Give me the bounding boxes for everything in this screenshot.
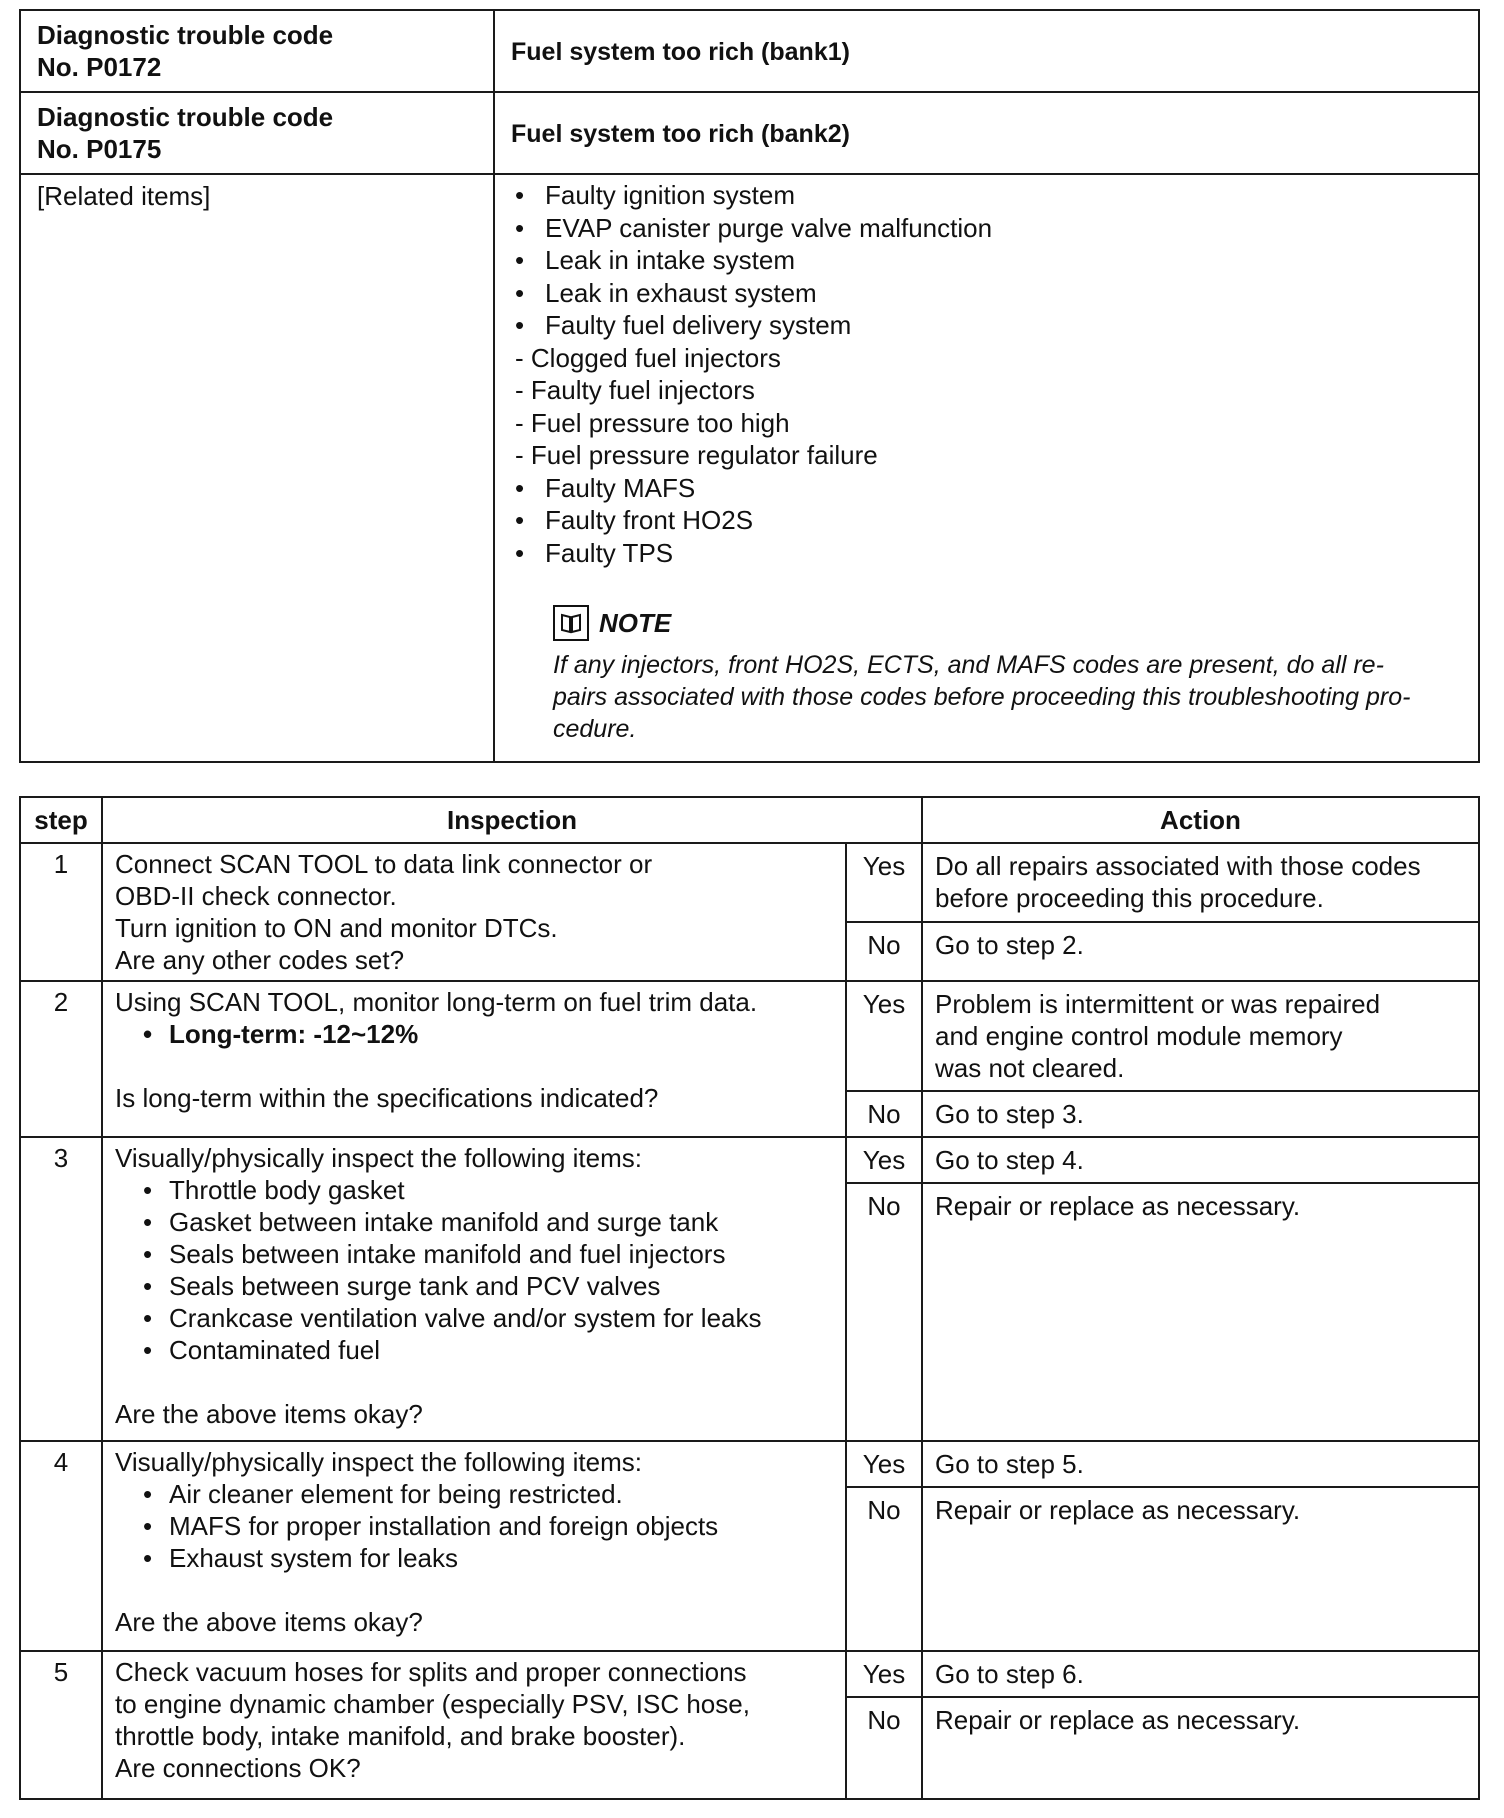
- yes-action: [922, 981, 1479, 1091]
- yes-action: [922, 1137, 1479, 1183]
- dtc-label-cell: [20, 10, 494, 92]
- step-number: 4: [20, 1441, 102, 1651]
- yes-action: [922, 1651, 1479, 1697]
- inspection-line: Check vacuum hoses for splits and proper connections: [115, 1657, 747, 1687]
- note-title: NOTE: [599, 607, 672, 638]
- list-item: • Leak in intake system: [515, 244, 1478, 277]
- related-items-cell: [494, 174, 1479, 762]
- inspection-item: • MAFS for proper installation and foreign objects: [115, 1510, 833, 1542]
- dtc-label-line1: Diagnostic trouble code: [37, 20, 334, 50]
- related-items-label: [Related items]: [20, 174, 494, 762]
- inspection-item: • Seals between intake manifold and fuel injectors: [115, 1238, 833, 1270]
- sub-list-item: - Fuel pressure too high: [515, 407, 1478, 440]
- no-label: No: [846, 922, 922, 981]
- no-action: [922, 1183, 1479, 1441]
- action-line: Repair or replace as necessary.: [935, 1191, 1301, 1221]
- action-line: Go to step 2.: [935, 930, 1084, 961]
- inspection-question: Are the above items okay?: [115, 1399, 423, 1429]
- step-number: 1: [20, 843, 102, 981]
- action-line: Do all repairs associated with those codes: [935, 851, 1421, 881]
- inspection-line: OBD-II check connector.: [115, 881, 397, 911]
- yes-action: [922, 1441, 1479, 1487]
- action-line: Go to step 3.: [935, 1099, 1084, 1129]
- step-row-5: [20, 1651, 1479, 1697]
- col-header-inspection: Inspection: [102, 797, 922, 843]
- step-row-3: [20, 1137, 1479, 1183]
- inspection-item: • Exhaust system for leaks: [115, 1542, 833, 1574]
- step-row-1: [20, 843, 1479, 922]
- procedure-header-row: [20, 797, 1479, 843]
- note-line: cedure.: [553, 715, 637, 743]
- inspection-item: • Contaminated fuel: [115, 1334, 833, 1366]
- action-line: was not cleared.: [935, 1053, 1125, 1083]
- dtc-label-line1: Diagnostic trouble code: [37, 102, 334, 132]
- procedure-table: [19, 796, 1480, 1800]
- dtc-title-cell: [494, 92, 1479, 174]
- inspection-question: Is long-term within the specifications indicated?: [115, 1083, 659, 1113]
- sub-list-item: - Clogged fuel injectors: [515, 342, 1478, 375]
- inspection-cell: [102, 843, 846, 981]
- no-action: [922, 922, 1479, 981]
- step-number: 5: [20, 1651, 102, 1799]
- action-line: Go to step 6.: [935, 1659, 1084, 1689]
- col-header-action: Action: [922, 797, 1479, 843]
- col-header-step: step: [20, 797, 102, 843]
- inspection-line: throttle body, intake manifold, and brake booster).: [115, 1721, 686, 1751]
- step-row-2: [20, 981, 1479, 1091]
- inspection-line: Turn ignition to ON and monitor DTCs.: [115, 913, 558, 943]
- step-row-4: [20, 1441, 1479, 1487]
- no-action: [922, 1487, 1479, 1651]
- inspection-cell: [102, 1651, 846, 1799]
- action-line: Go to step 4.: [935, 1145, 1084, 1175]
- dtc-title: Fuel system too rich (bank1): [511, 37, 850, 66]
- step-number: 3: [20, 1137, 102, 1441]
- list-item: • Leak in exhaust system: [515, 277, 1478, 310]
- sub-list-item: - Fuel pressure regulator failure: [515, 439, 1478, 472]
- sub-list-item: - Faulty fuel injectors: [515, 374, 1478, 407]
- inspection-line: Connect SCAN TOOL to data link connector or: [115, 849, 653, 879]
- no-action: [922, 1091, 1479, 1137]
- inspection-item: • Air cleaner element for being restricted.: [115, 1478, 833, 1510]
- related-items-list: [515, 179, 1478, 569]
- dtc-code: No. P0175: [37, 134, 162, 164]
- action-line: Repair or replace as necessary.: [935, 1705, 1301, 1735]
- action-line: Problem is intermittent or was repaired: [935, 989, 1381, 1019]
- no-label: No: [846, 1697, 922, 1799]
- inspection-item: • Gasket between intake manifold and surge tank: [115, 1206, 833, 1238]
- dtc-label-cell: [20, 92, 494, 174]
- action-line: and engine control module memory: [935, 1021, 1343, 1051]
- dtc-title: Fuel system too rich (bank2): [511, 119, 850, 148]
- action-line: Repair or replace as necessary.: [935, 1495, 1301, 1525]
- dtc-row-p0172: [20, 10, 1479, 92]
- no-label: No: [846, 1183, 922, 1441]
- note-text: [553, 649, 1468, 745]
- list-item: • Faulty ignition system: [515, 179, 1478, 212]
- dtc-title-cell: [494, 10, 1479, 92]
- no-label: No: [846, 1487, 922, 1651]
- inspection-line: Visually/physically inspect the following items:: [115, 1143, 642, 1173]
- inspection-item: • Throttle body gasket: [115, 1174, 833, 1206]
- note-line: If any injectors, front HO2S, ECTS, and MAFS codes are present, do all re-: [553, 651, 1384, 679]
- related-items-row: [20, 174, 1479, 762]
- list-item: • Faulty fuel delivery system: [515, 309, 1478, 342]
- yes-label: Yes: [846, 843, 922, 922]
- inspection-cell: [102, 1441, 846, 1651]
- yes-label: Yes: [846, 1137, 922, 1183]
- yes-label: Yes: [846, 981, 922, 1091]
- inspection-line: to engine dynamic chamber (especially PSV, ISC hose,: [115, 1689, 750, 1719]
- list-item: • Faulty TPS: [515, 537, 1478, 570]
- inspection-question: Are the above items okay?: [115, 1607, 423, 1637]
- inspection-item: • Crankcase ventilation valve and/or system for leaks: [115, 1302, 833, 1334]
- list-item: • Faulty front HO2S: [515, 504, 1478, 537]
- action-line: Go to step 5.: [935, 1449, 1084, 1479]
- yes-label: Yes: [846, 1651, 922, 1697]
- no-label: No: [846, 1091, 922, 1137]
- dtc-code: No. P0172: [37, 52, 162, 82]
- note-line: pairs associated with those codes before proceeding this troubleshooting pro-: [553, 683, 1411, 711]
- list-item: • EVAP canister purge valve malfunction: [515, 212, 1478, 245]
- dtc-row-p0175: [20, 92, 1479, 174]
- no-action: [922, 1697, 1479, 1799]
- inspection-line: Are connections OK?: [115, 1753, 361, 1783]
- inspection-cell: [102, 1137, 846, 1441]
- yes-action: [922, 843, 1479, 922]
- inspection-line: Are any other codes set?: [115, 945, 405, 975]
- note-book-icon: [553, 605, 589, 641]
- inspection-line: Using SCAN TOOL, monitor long-term on fuel trim data.: [115, 987, 758, 1017]
- dtc-header-table: [19, 9, 1480, 763]
- list-item: • Faulty MAFS: [515, 472, 1478, 505]
- inspection-line: Visually/physically inspect the following items:: [115, 1447, 642, 1477]
- yes-label: Yes: [846, 1441, 922, 1487]
- action-line: before proceeding this procedure.: [935, 883, 1324, 913]
- spec-item: • Long-term: -12~12%: [115, 1018, 833, 1050]
- note-heading: [553, 605, 1478, 641]
- inspection-item: • Seals between surge tank and PCV valves: [115, 1270, 833, 1302]
- inspection-cell: [102, 981, 846, 1137]
- step-number: 2: [20, 981, 102, 1137]
